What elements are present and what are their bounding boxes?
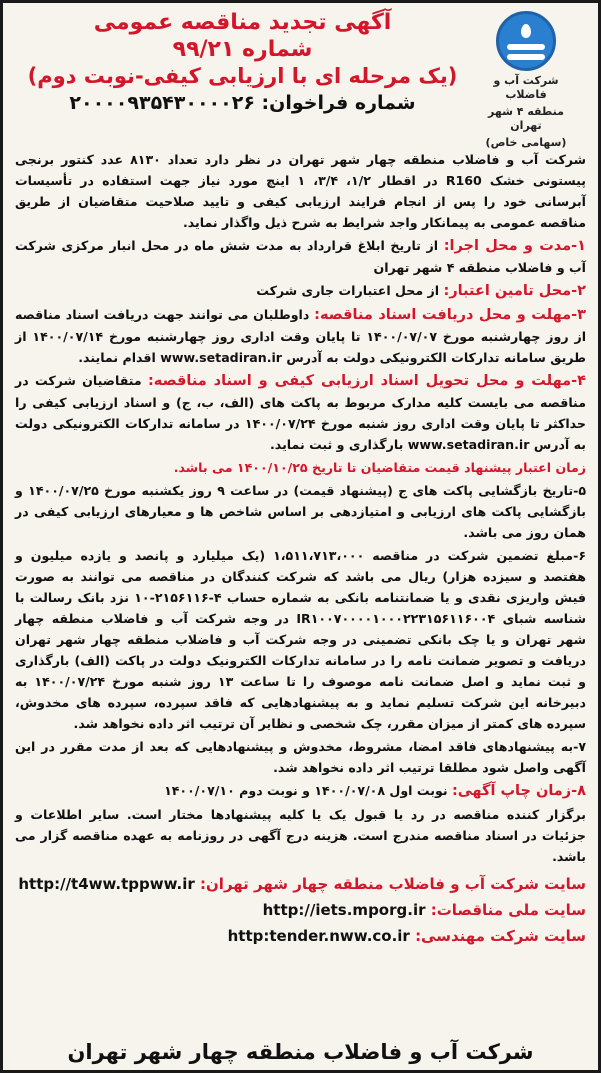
websites xyxy=(3,869,598,951)
site-national-link[interactable]: http://iets.mporg.ir xyxy=(262,901,426,919)
item-2-heading: ۲-محل تامین اعتبار: xyxy=(443,283,586,299)
notice-body xyxy=(3,145,598,867)
site-company-label: سایت شرکت آب و فاضلاب منطقه چهار شهر تهران: xyxy=(200,875,586,893)
item-2 xyxy=(15,280,586,302)
item-1-heading: ۱-مدت و محل اجرا: xyxy=(443,238,586,254)
item-3-text: داوطلبان می توانند جهت دریافت اسناد مناقصه از روز چهارشنبه مورخ ۱۴۰۰/۰۷/۰۷ تا پایان وقت اداری روز چهارشنبه مورخ ۱۴۰۰/۰۷/۱۴ از طریق سامانه تدارکات الکترونیکی دولت به آدرس www.setadiran.ir اقدام نمایند. xyxy=(15,307,587,365)
validity-note: زمان اعتبار پیشنهاد قیمت متقاضیان تا تاریخ ۱۴۰۰/۱۰/۲۵ می باشد. xyxy=(173,460,586,475)
item-2-text: از محل اعتبارات جاری شرکت xyxy=(256,283,444,298)
item-8-text: نوبت اول ۱۴۰۰/۰۷/۰۸ و نوبت دوم ۱۴۰۰/۰۷/۱۰ xyxy=(164,783,452,798)
water-drop-icon xyxy=(496,11,556,71)
item-6: ۶-مبلغ تضمین شرکت در مناقصه ۱،۵۱۱،۷۱۳،۰۰۰ (یک میلیارد و پانصد و یازده میلیون و هفتصد و سیزده هزار) ریال می باشد که شرکت کنندگان در مناقصه می توانند به صورت فیش واریزی نقدی و یا ضمانتنامه بانکی به شماره حساب ۴-۲۱۵۶۱۱۶-۱۰ نزد بانک رسالت با شناسه شبای IR۱۰۰۷۰۰۰۰۱۰۰۰۲۲۳۱۵۶۱۱۶۰۰۴ در وجه شرکت آب و فاضلاب منطقه چهار شهر تهران و یا چک بانکی تضمینی در وجه شرکت آب و فاضلاب منطقه چهار شهر تهران دریافت و تصویر ضمانت نامه را در سامانه تدارکات الکترونیک دولت در پاکت (الف) بارگذاری و ثبت نماید و اصل ضمانت نامه موصوف را تا ساعت ۱۳ روز شنبه مورخ ۱۴۰۰/۰۷/۲۴ به دبیرخانه این شرکت تسلیم نماید و به پیشنهادهایی که فاقد سپرده، سپرده های مخدوش، سپرده های کمتر از میزان مقرر، چک شخصی و نظایر آن ترتیب اثر داده نخواهد شد. xyxy=(15,548,586,731)
logo-line2: منطقه ۴ شهر تهران xyxy=(488,105,564,132)
site-national xyxy=(15,897,586,923)
company-logo xyxy=(476,11,576,150)
closing-paragraph: برگزار کننده مناقصه در رد یا قبول یک یا کلیه پیشنهادها مختار است. سایر اطلاعات و جزئیات در اسناد مناقصه مندرج است. هزینه درج آگهی در روزنامه به عهده مناقصه گزار می باشد. xyxy=(15,807,586,864)
item-7: ۷-به پیشنهادهای فاقد امضا، مشروط، مخدوش و پیشنهادهایی که بعد از مدت مقرر در این آگهی واصل شود مطلقا ترتیب اثر داده نخواهد شد. xyxy=(15,739,586,775)
item-8-heading: ۸-زمان چاپ آگهی: xyxy=(451,783,586,799)
item-5: ۵-تاریخ بازگشایی پاکت های ج (پیشنهاد قیمت) در ساعت ۹ روز یکشنبه مورخ ۱۴۰۰/۰۷/۲۵ و بازگشایی پاکت های ارزیابی و امتیازدهی بر اساس شاخص ها و معیارهای ارزیابی کیفی در همان روز می باشد. xyxy=(15,483,587,540)
site-engineering-label: سایت شرکت مهندسی: xyxy=(415,927,586,945)
item-4-heading: ۴-مهلت و محل تحویل اسناد ارزیابی کیفی و اسناد مناقصه: xyxy=(148,373,586,389)
item-4-text: متقاضیان شرکت در مناقصه می بایست کلیه مدارک مربوط به پاکت های (الف، ب، ج) و اسناد ارزیابی کیفی را حداکثر تا پایان وقت اداری روز شنبه مورخ ۱۴۰۰/۰۷/۲۴ در سامانه تدارکات الکترونیکی دولت به آدرس www.setadiran.ir بارگذاری و ثبت نماید. xyxy=(15,373,586,452)
intro-paragraph: شرکت آب و فاضلاب منطقه چهار شهر تهران در نظر دارد تعداد ۸۱۳۰ عدد کنتور برنجی پیستونی خشک R160 در اقطار ۱/۲، ۳/۴، ۱ اینچ مورد نیاز جهت استفاده در تأسیسات آبرسانی خود را پس از انجام فرایند ارزیابی کیفی و تایید صلاحیت متقاضیان از طریق مناقصه عمومی به پیمانکار واجد شرایط به شرح ذیل واگذار نماید. xyxy=(15,152,587,230)
site-company-link[interactable]: http://t4ww.tppww.ir xyxy=(18,875,195,893)
logo-line3: (سهامی خاص) xyxy=(485,136,567,149)
call-number: شماره فراخوان: ۲۰۰۰۰۹۳۵۴۳۰۰۰۰۲۶ xyxy=(69,92,416,114)
logo-line1: شرکت آب و فاضلاب xyxy=(493,74,559,101)
site-engineering-link[interactable]: http:tender.nww.co.ir xyxy=(227,927,410,945)
notice-subtitle: (یک مرحله ای با ارزیابی کیفی-نوبت دوم) xyxy=(27,64,458,88)
item-4 xyxy=(15,370,586,455)
item-8 xyxy=(15,780,586,802)
item-1-text: از تاریخ ابلاغ قرارداد به مدت شش ماه در محل انبار مرکزی شرکت آب و فاضلاب منطقه ۴ شهر تهران xyxy=(15,238,586,275)
footer-company-name: شرکت آب و فاضلاب منطقه چهار شهر تهران xyxy=(67,1040,534,1064)
notice-header xyxy=(3,3,598,149)
site-company xyxy=(15,871,586,897)
title-block xyxy=(17,9,468,116)
site-engineering xyxy=(15,923,586,949)
notice-title: آگهی تجدید مناقصه عمومی xyxy=(93,10,392,35)
item-3-heading: ۳-مهلت و محل دریافت اسناد مناقصه: xyxy=(314,307,586,323)
notice-number: شماره ۹۹/۲۱ xyxy=(172,37,313,62)
item-1 xyxy=(15,235,586,278)
site-national-label: سایت ملی مناقصات: xyxy=(430,901,586,919)
item-3 xyxy=(15,304,586,368)
